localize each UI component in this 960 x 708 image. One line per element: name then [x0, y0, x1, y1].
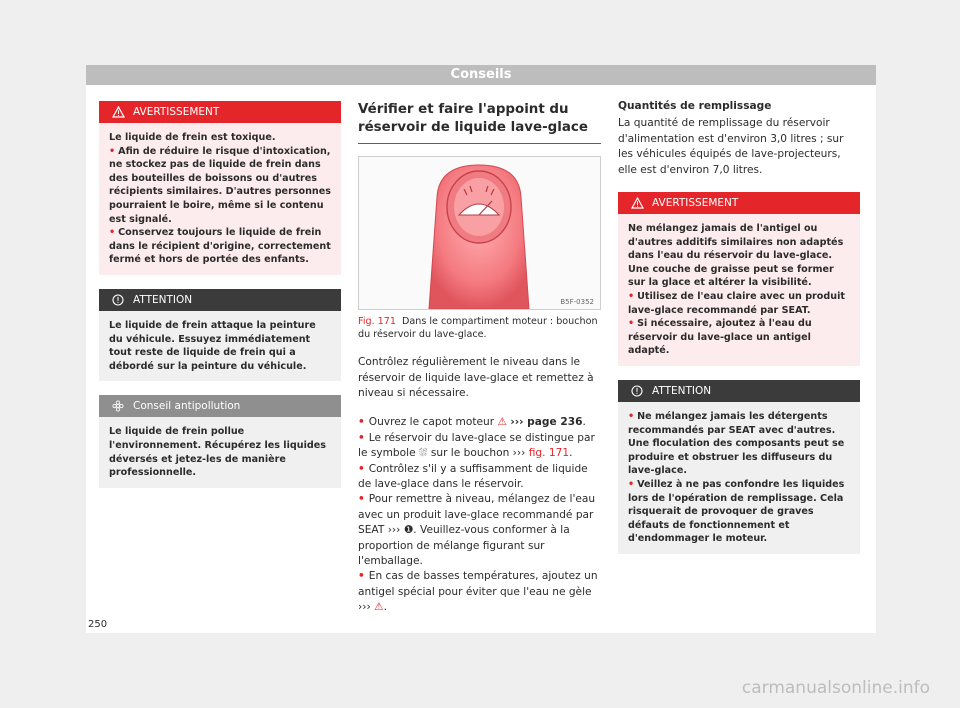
attention-label: ATTENTION	[133, 293, 193, 306]
list-item: • Ouvrez le capot moteur ⚠ ››› page 236.	[358, 416, 586, 429]
warning-bullet: • Si nécessaire, ajoutez à l'eau du réservoir du lave-glace un antigel adapté.	[628, 318, 812, 357]
attention-bullet: • Ne mélangez jamais les détergents recommandés par SEAT avec d'autres. Une floculation des composants peut se produire et obstruer les diffuseurs du lave-glace.	[628, 410, 845, 477]
capacity-text: La quantité de remplissage du réservoir d'alimentation est d'environ 3,0 litres ; sur les véhicules équipés de lave-projecteurs, elle est d'environ 7,0 litres.	[618, 117, 844, 176]
warning-triangle-icon	[109, 106, 127, 118]
info-circle-icon	[628, 385, 646, 397]
warning-box-brake-fluid	[99, 101, 341, 275]
warning-label: AVERTISSEMENT	[652, 197, 739, 210]
environment-label: Conseil antipollution	[133, 400, 241, 413]
figure-washer-cap	[358, 156, 601, 310]
column-middle	[358, 101, 601, 616]
warning-triangle-icon: ⚠	[374, 601, 384, 614]
environment-flower-icon	[109, 400, 127, 412]
attention-box-detergents	[618, 380, 860, 554]
list-item: • Pour remettre à niveau, mélangez de l'eau avec un produit lave-glace recommandé par SEAT ››› ❶. Veuillez-vous conformer à la proportion de mélange figurant sur l'emballage.	[358, 493, 596, 568]
manual-page	[86, 65, 876, 633]
list-item: • Le réservoir du lave-glace se distingue par le symbole ⛆ sur le bouchon ››› fig. 171.	[358, 431, 595, 460]
warning-triangle-icon	[628, 197, 646, 209]
list-item: • Contrôlez s'il y a suffisamment de liquide de lave-glace dans le réservoir.	[358, 462, 588, 491]
attention-bullet: • Veillez à ne pas confondre les liquides lors de l'opération de remplissage. Cela risquerait de provoquer de graves défauts de fonctionnement et d'endommager le moteur.	[628, 478, 845, 545]
environment-box	[99, 395, 341, 487]
intro-paragraph: Contrôlez régulièrement le niveau dans le réservoir de liquide lave-glace et remettez à niveau si nécessaire.	[358, 356, 594, 399]
attention-label: ATTENTION	[652, 384, 712, 397]
info-circle-icon	[109, 294, 127, 306]
warning-bullet: • Conservez toujours le liquide de frein dans le récipient d'origine, correctement fermé et hors de portée des enfants.	[109, 227, 331, 266]
section-title: Vérifier et faire l'appoint du réservoir de liquide lave-glace	[358, 101, 601, 144]
watermark: carmanualsonline.info	[741, 678, 930, 698]
figure-caption: Fig. 171 Dans le compartiment moteur : bouchon du réservoir du lave-glace.	[358, 316, 598, 340]
warning-bullet: • Utilisez de l'eau claire avec un produit lave-glace recommandé par SEAT.	[628, 291, 845, 316]
attention-box-paint	[99, 289, 341, 381]
list-item: • En cas de basses températures, ajoutez un antigel spécial pour éviter que l'eau ne gèle ››› ⚠.	[358, 570, 598, 614]
figure-code: B5F-0352	[560, 298, 594, 306]
warning-intro: Ne mélangez jamais de l'antigel ou d'autres additifs similaires non adaptés dans l'eau du réservoir du lave-glace. Une couche de graisse peut se former sur la glace et altérer la visibilité.	[628, 223, 844, 289]
washer-symbol-icon: ⛆	[418, 447, 428, 460]
attention-text: Le liquide de frein attaque la peinture du véhicule. Essuyez immédiatement tout reste de liquide de frein qui a débordé sur la peinture du véhicule.	[109, 319, 316, 372]
warning-triangle-icon: ⚠	[497, 416, 507, 429]
warning-bullet: • Afin de réduire le risque d'intoxication, ne stockez pas de liquide de frein dans des bouteilles de boissons ou d'autres récipients similaires. D'autres personnes pourraient le boire, même si le contenu est signalé.	[109, 145, 331, 225]
warning-box-washer	[618, 192, 860, 366]
environment-text: Le liquide de frein pollue l'environnement. Récupérez les liquides déversés et jetez-les de manière professionnelle.	[109, 426, 326, 479]
warning-label: AVERTISSEMENT	[133, 106, 220, 118]
page-number: 250	[88, 619, 108, 630]
column-right	[618, 101, 860, 568]
subsection-title: Quantités de remplissage	[618, 100, 772, 112]
warning-intro: Le liquide de frein est toxique.	[109, 132, 276, 143]
section-header: Conseils	[86, 65, 876, 85]
column-left	[99, 101, 341, 502]
info-circle-icon: ❶	[403, 524, 414, 537]
figure-link[interactable]: fig. 171	[528, 447, 570, 460]
washer-reservoir-cap-illustration	[359, 157, 600, 309]
